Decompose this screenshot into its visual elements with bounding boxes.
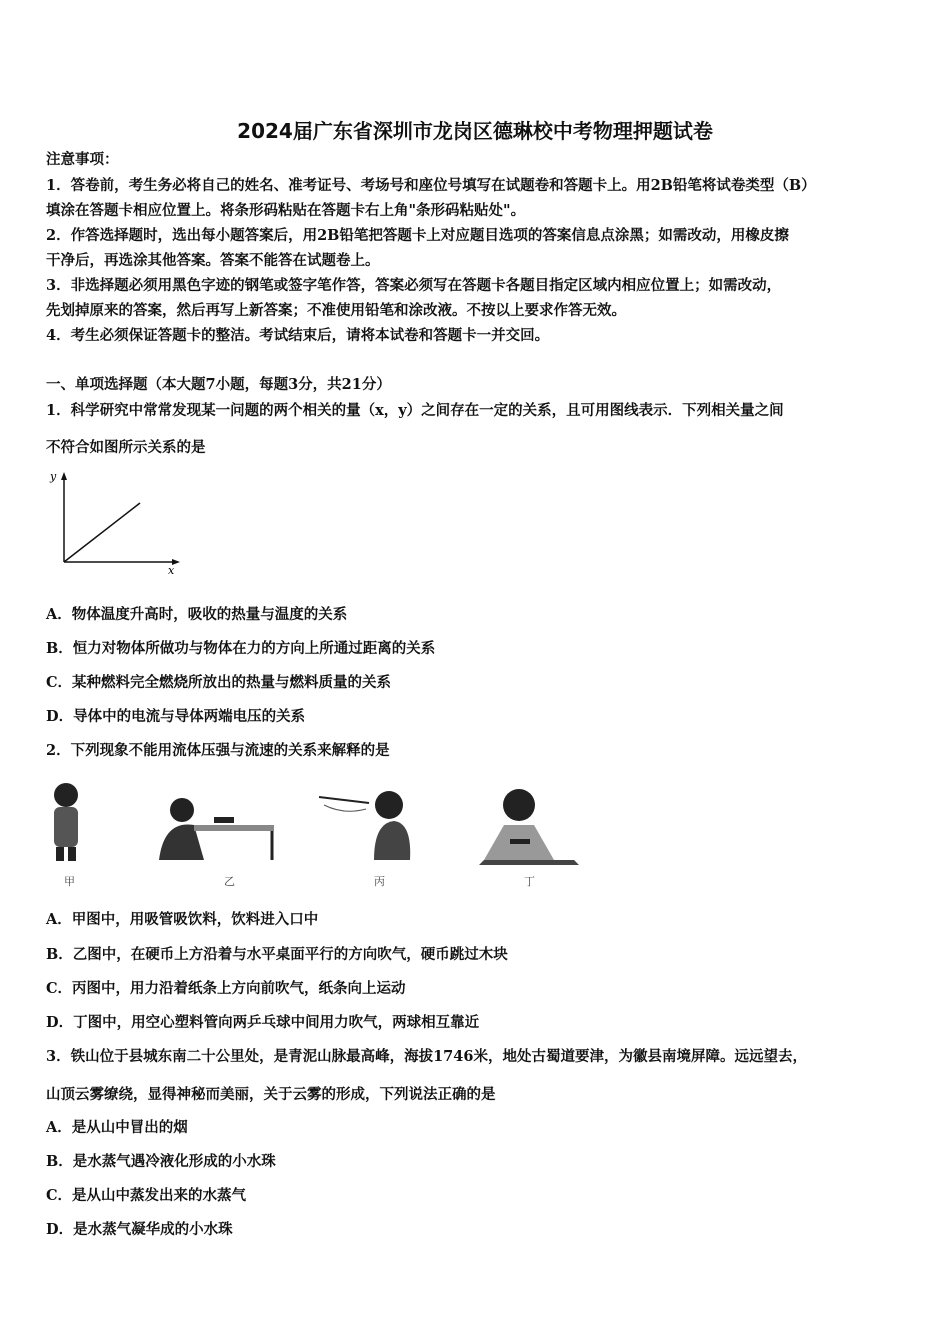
notice-line: 填涂在答题卡相应位置上。将条形码粘贴在答题卡右上角"条形码粘贴处"。 <box>46 202 526 219</box>
figure-yi <box>159 798 274 860</box>
figure-bing <box>319 791 410 860</box>
q2-illustrations <box>44 775 584 895</box>
q2-option-a: A．甲图中，用吸管吸饮料，饮料进入口中 <box>46 911 319 928</box>
q1-option-a: A．物体温度升高时，吸收的热量与温度的关系 <box>46 606 348 623</box>
notice-heading: 注意事项： <box>46 151 119 168</box>
notice-line: 干净后，再选涂其他答案。答案不能答在试题卷上。 <box>46 252 380 269</box>
caption-bing: 丙 <box>374 875 385 888</box>
notice-line: 1．答卷前，考生务必将自己的姓名、准考证号、考场号和座位号填写在试题卷和答题卡上。用2B铅笔将试卷类型（B） <box>46 177 816 194</box>
caption-ding: 丁 <box>524 875 535 888</box>
page-title: 2024届广东省深圳市龙岗区德琳校中考物理押题试卷 <box>237 119 713 143</box>
x-label: x <box>168 564 175 577</box>
figure-jia <box>54 783 78 861</box>
figure-ding <box>479 789 579 865</box>
q1-stem: 不符合如图所示关系的是 <box>46 439 206 456</box>
q3-option-b: B．是水蒸气遇冷液化形成的小水珠 <box>46 1153 276 1170</box>
section-heading: 一、单项选择题（本大题7小题，每题3分，共21分） <box>46 376 391 393</box>
q1-option-c: C．某种燃料完全燃烧所放出的热量与燃料质量的关系 <box>46 674 392 691</box>
notice-line: 3．非选择题必须用黑色字迹的钢笔或签字笔作答，答案必须写在答题卡各题目指定区域内相应位置上；如需改动， <box>46 277 782 294</box>
y-label: y <box>50 470 57 483</box>
q3-option-d: D．是水蒸气凝华成的小水珠 <box>46 1221 233 1238</box>
notice-line: 2．作答选择题时，选出每小题答案后，用2B铅笔把答题卡上对应题目选项的答案信息点涂黑；如需改动，用橡皮擦 <box>46 227 789 244</box>
q3-option-c: C．是从山中蒸发出来的水蒸气 <box>46 1187 247 1204</box>
notice-line: 4．考生必须保证答题卡的整洁。考试结束后，请将本试卷和答题卡一并交回。 <box>46 327 550 344</box>
q2-stem: 2．下列现象不能用流体压强与流速的关系来解释的是 <box>46 742 390 759</box>
caption-yi: 乙 <box>224 875 235 888</box>
q1-option-d: D．导体中的电流与导体两端电压的关系 <box>46 708 306 725</box>
q3-option-a: A．是从山中冒出的烟 <box>46 1119 188 1136</box>
notice-line: 先划掉原来的答案，然后再写上新答案；不准使用铅笔和涂改液。不按以上要求作答无效。 <box>46 302 626 319</box>
q2-option-c: C．丙图中，用力沿着纸条上方向前吹气，纸条向上运动 <box>46 980 406 997</box>
q1-graph <box>44 466 184 578</box>
q3-stem: 3．铁山位于县城东南二十公里处，是青泥山脉最高峰，海拔1746米，地处古蜀道要津，为徽县南境屏障。远远望去， <box>46 1048 807 1065</box>
q3-stem: 山顶云雾缭绕，显得神秘而美丽，关于云雾的形成，下列说法正确的是 <box>46 1086 496 1103</box>
q1-stem: 1．科学研究中常常发现某一问题的两个相关的量（x，y）之间存在一定的关系，且可用图线表示．下列相关量之间 <box>46 402 784 419</box>
caption-jia: 甲 <box>64 875 75 888</box>
q1-option-b: B．恒力对物体所做功与物体在力的方向上所通过距离的关系 <box>46 640 436 657</box>
graph-line <box>64 503 140 562</box>
q2-option-d: D．丁图中，用空心塑料管向两乒乓球中间用力吹气，两球相互靠近 <box>46 1014 480 1031</box>
q2-option-b: B．乙图中，在硬币上方沿着与水平桌面平行的方向吹气，硬币跳过木块 <box>46 946 508 963</box>
